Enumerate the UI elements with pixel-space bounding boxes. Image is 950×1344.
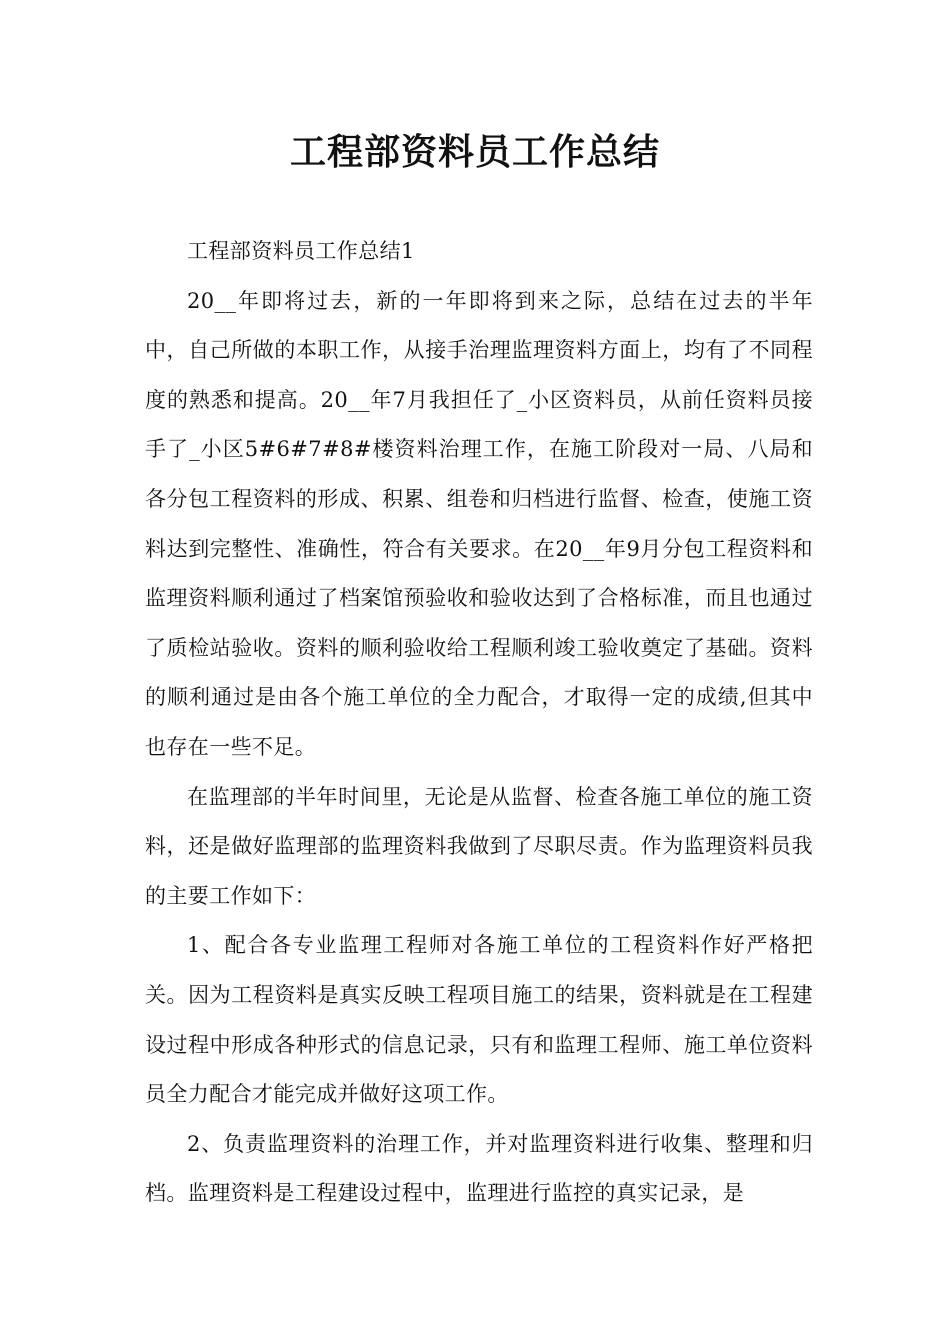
paragraph-duty-1: 1、配合各专业监理工程师对各施工单位的工程资料作好严格把关。因为工程资料是真实反映工程项目施工的结果，资料就是在工程建设过程中形成各种形式的信息记录，只有和监理工程师、施工单位资料员全力配合才能完成并做好这项工作。	[145, 933, 813, 1107]
section-heading: 工程部资料员工作总结1	[187, 239, 415, 263]
paragraph-duty-2: 2、负责监理资料的治理工作，并对监理资料进行收集、整理和归档。监理资料是工程建设过程中，监理进行监控的真实记录，是	[145, 1131, 813, 1206]
document-title: 工程部资料员工作总结	[289, 132, 660, 173]
document-body	[145, 227, 813, 1219]
paragraph-duties-intro: 在监理部的半年时间里，无论是从监督、检查各施工单位的施工资料，还是做好监理部的监理资料我做到了尽职尽责。作为监理资料员我的主要工作如下：	[145, 784, 813, 908]
paragraph-intro: 20__年即将过去，新的一年即将到来之际，总结在过去的半年中，自己所做的本职工作，从接手治理监理资料方面上，均有了不同程度的熟悉和提高。20__年7月我担任了_小区资料员，从前任资料员接手了_小区5#6#7#8#楼资料治理工作，在施工阶段对一局、八局和各分包工程资料的形成、积累、组卷和归档进行监督、检查，使施工资料达到完整性、准确性，符合有关要求。在20__年9月分包工程资料和监理资料顺利通过了档案馆预验收和验收达到了合格标准，而且也通过了质检站验收。资料的顺利验收给工程顺利竣工验收奠定了基础。资料的顺利通过是由各个施工单位的全力配合，才取得一定的成绩,但其中也存在一些不足。	[145, 288, 813, 759]
